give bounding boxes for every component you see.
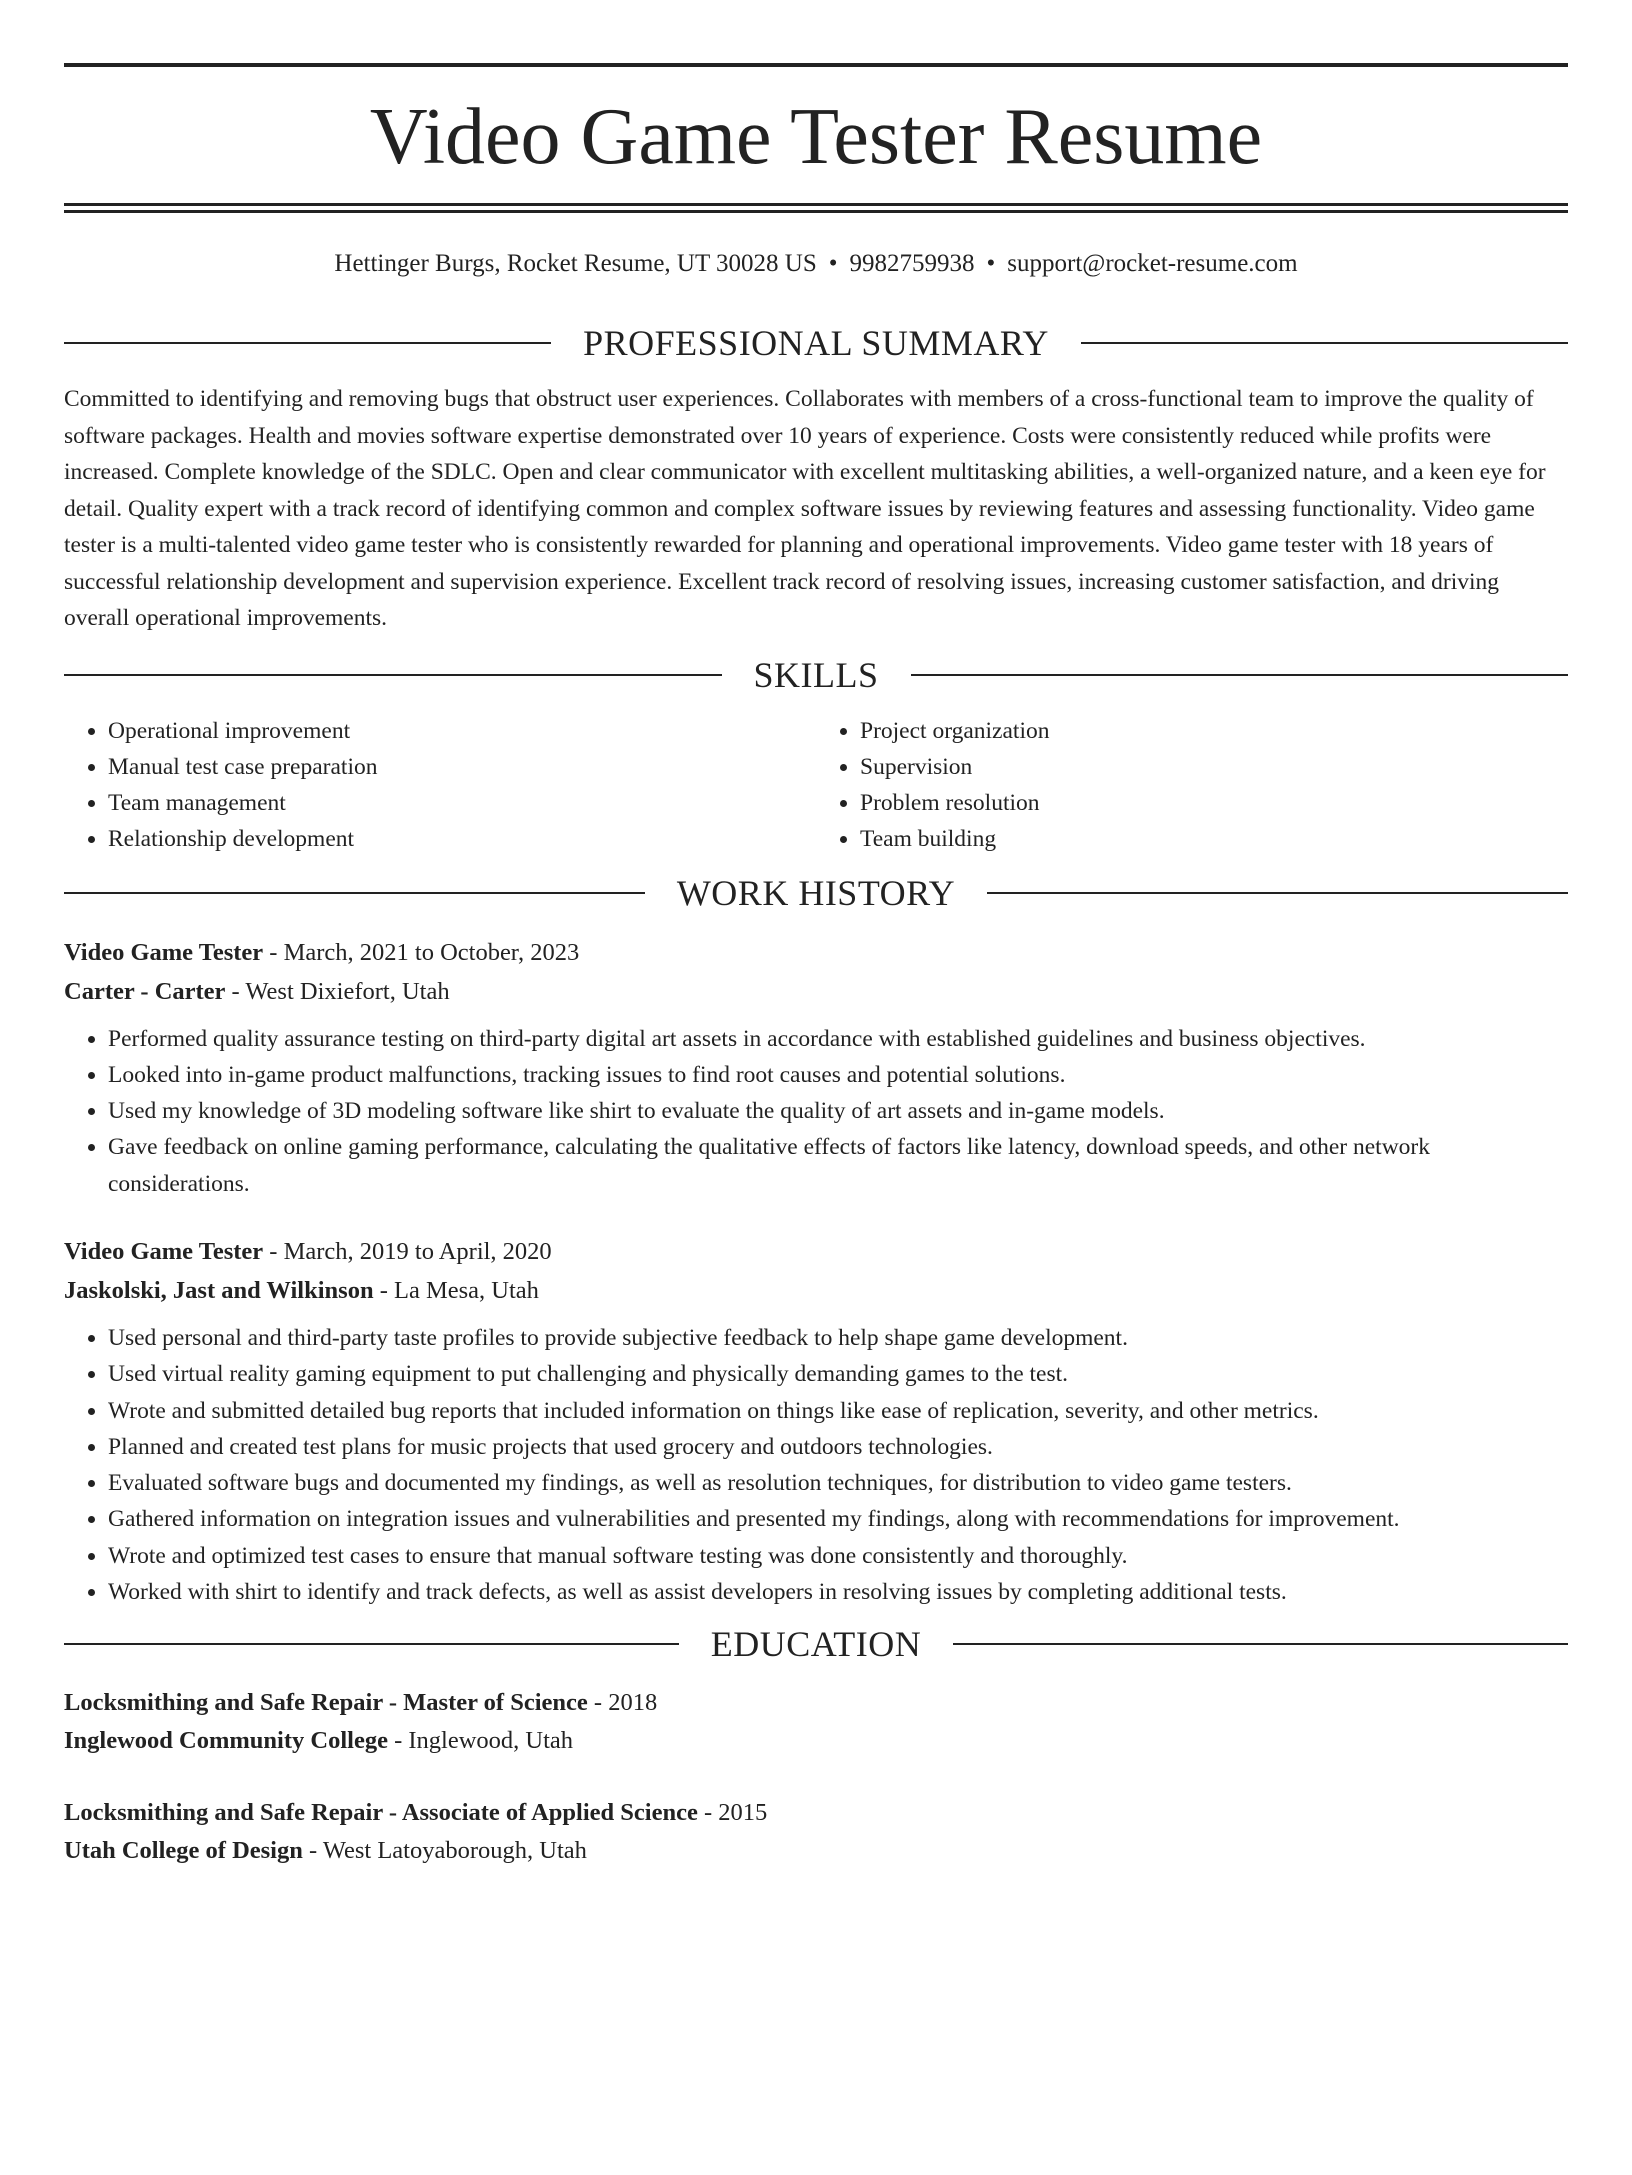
education-school: Inglewood Community College	[64, 1727, 388, 1755]
skills-section-header	[64, 655, 1568, 695]
job-location: - West Dixiefort, Utah	[225, 977, 450, 1005]
duty-item: • Looked into in-game product malfunctions, tracking issues to find root causes and potential solutions.	[108, 1057, 1568, 1093]
education-year: - 2018	[587, 1689, 658, 1717]
section-divider	[64, 892, 645, 894]
section-divider	[911, 674, 1569, 676]
education-degree: Locksmithing and Safe Repair - Master of Science	[64, 1689, 588, 1717]
skill-item: • Relationship development	[108, 821, 816, 857]
education-school-line	[64, 1832, 1568, 1870]
section-divider	[64, 674, 722, 676]
skill-item: • Manual test case preparation	[108, 749, 816, 785]
title-double-rule	[64, 203, 1568, 213]
education-year: - 2015	[697, 1799, 768, 1827]
duty-item: • Worked with shirt to identify and track defects, as well as assist developers in resolving issues by completing additional tests.	[108, 1574, 1568, 1610]
skills-left-column	[64, 713, 816, 857]
duty-item: • Used personal and third-party taste profiles to provide subjective feedback to help shape game development.	[108, 1320, 1568, 1356]
duty-item: • Wrote and optimized test cases to ensure that manual software testing was done consistently and thoroughly.	[108, 1538, 1568, 1574]
duty-item: • Planned and created test plans for music projects that used grocery and outdoors technologies.	[108, 1429, 1568, 1465]
duty-item: • Used my knowledge of 3D modeling software like shirt to evaluate the quality of art assets and in-game models.	[108, 1093, 1568, 1129]
job-dates: - March, 2021 to October, 2023	[263, 938, 580, 966]
job-title: Video Game Tester	[64, 1237, 264, 1265]
education-degree-line	[64, 1794, 1568, 1832]
resume-page	[0, 63, 1632, 2175]
job-duties	[64, 1320, 1568, 1610]
job-title: Video Game Tester	[64, 938, 264, 966]
section-divider	[64, 342, 551, 344]
skill-item: • Supervision	[860, 749, 1568, 785]
page-title: Video Game Tester Resume	[369, 93, 1263, 181]
skill-item: • Problem resolution	[860, 785, 1568, 821]
duty-item: • Gathered information on integration issues and vulnerabilities and presented my findings, along with recommendations for improvement.	[108, 1501, 1568, 1537]
contact-phone: 9982759938	[849, 250, 975, 277]
skills-heading: SKILLS	[753, 654, 879, 695]
work-heading: WORK HISTORY	[676, 872, 956, 913]
education-location: - Inglewood, Utah	[387, 1727, 574, 1755]
job-title-line	[64, 933, 1568, 972]
job-dates: - March, 2019 to April, 2020	[263, 1237, 552, 1265]
job-location: - La Mesa, Utah	[373, 1276, 539, 1304]
contact-separator: •	[828, 250, 838, 277]
job-company: Jaskolski, Jast and Wilkinson	[64, 1276, 374, 1304]
top-rule	[64, 63, 1568, 67]
summary-heading: PROFESSIONAL SUMMARY	[583, 323, 1049, 363]
education-degree-line	[64, 1684, 1568, 1722]
skills-list	[64, 713, 1568, 857]
duty-item: • Used virtual reality gaming equipment to put challenging and physically demanding games to the test.	[108, 1356, 1568, 1392]
job-company-line	[64, 972, 1568, 1011]
skill-item: • Project organization	[860, 713, 1568, 749]
skill-item: • Operational improvement	[108, 713, 816, 749]
job-company: Carter - Carter	[64, 977, 226, 1005]
education-degree: Locksmithing and Safe Repair - Associate of Applied Science	[64, 1799, 698, 1827]
contact-email: support@rocket-resume.com	[1007, 250, 1298, 277]
section-divider	[987, 892, 1568, 894]
job-entry	[64, 933, 1568, 1202]
contact-separator: •	[986, 250, 996, 277]
duty-item: • Performed quality assurance testing on third-party digital art assets in accordance with established guidelines and business objectives.	[108, 1021, 1568, 1057]
duty-item: • Gave feedback on online gaming performance, calculating the qualitative effects of factors like latency, download speeds, and other network considerations.	[108, 1129, 1568, 1202]
education-heading: EDUCATION	[710, 1624, 922, 1665]
contact-line	[64, 247, 1568, 281]
job-entry	[64, 1232, 1568, 1610]
section-divider	[64, 1643, 679, 1645]
summary-section-header	[64, 323, 1568, 363]
education-school: Utah College of Design	[64, 1837, 303, 1865]
education-entry	[64, 1684, 1568, 1760]
education-location: - West Latoyaborough, Utah	[302, 1837, 587, 1865]
contact-address: Hettinger Burgs, Rocket Resume, UT 30028 US	[334, 250, 817, 277]
education-school-line	[64, 1722, 1568, 1760]
job-company-line	[64, 1271, 1568, 1310]
education-entry	[64, 1794, 1568, 1870]
duty-item: • Evaluated software bugs and documented my findings, as well as resolution techniques, for distribution to video game testers.	[108, 1465, 1568, 1501]
skill-item: • Team management	[108, 785, 816, 821]
section-divider	[1081, 342, 1568, 344]
job-title-line	[64, 1232, 1568, 1271]
education-section-header	[64, 1624, 1568, 1664]
skills-right-column	[816, 713, 1568, 857]
work-section-header	[64, 873, 1568, 913]
section-divider	[953, 1643, 1568, 1645]
job-duties	[64, 1021, 1568, 1202]
duty-item: • Wrote and submitted detailed bug reports that included information on things like ease of replication, severity, and other metrics.	[108, 1393, 1568, 1429]
skill-item: • Team building	[860, 821, 1568, 857]
summary-text: Committed to identifying and removing bugs that obstruct user experiences. Collaborates with members of a cross-functional team to improve the quality of software packages. Health and movies software expertise demonstrated over 10 years of experience. Costs were consistently reduced while profits were increased. Complete knowledge of the SDLC. Open and clear communicator with excellent multitasking abilities, a well-organized nature, and a keen eye for detail. Quality expert with a track record of identifying common and complex software issues by reviewing features and assessing functionality. Video game tester is a multi-talented video game tester who is consistently rewarded for planning and operational improvements. Video game tester with 18 years of successful relationship development and supervision experience. Excellent track record of resolving issues, increasing customer satisfaction, and driving overall operational improvements.	[64, 386, 1546, 631]
